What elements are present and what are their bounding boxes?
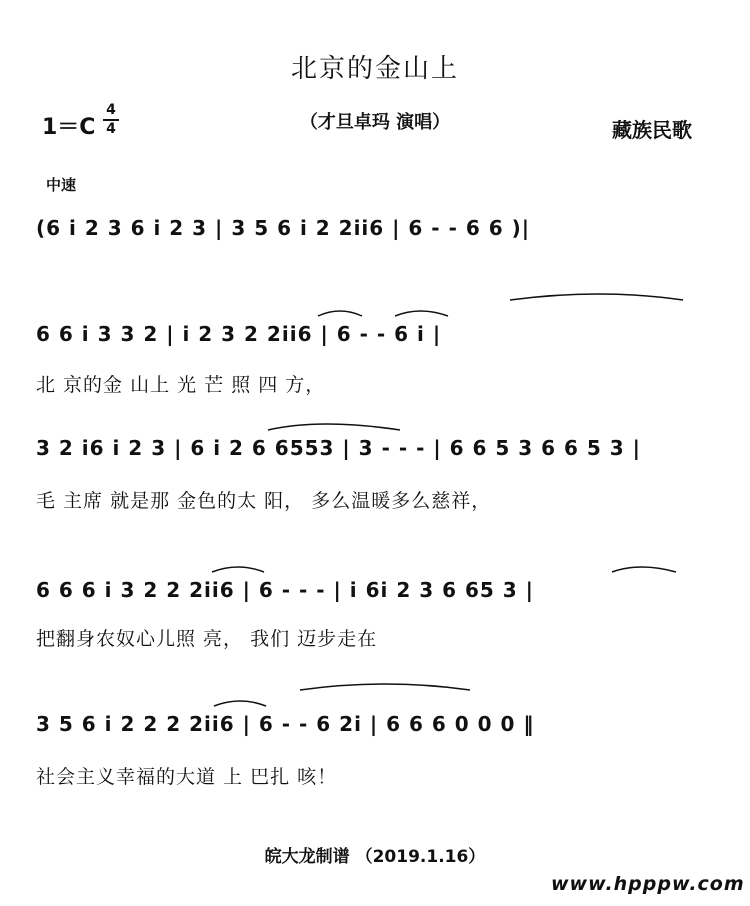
slur-system-3 <box>268 424 400 430</box>
genre: 藏族民歌 <box>612 118 692 142</box>
time-signature-bottom: 4 <box>106 121 116 137</box>
performer: （才旦卓玛 演唱） <box>299 112 451 133</box>
key-signature: 1＝C <box>42 115 96 140</box>
slur-system-2 <box>510 294 683 300</box>
tempo-marking: 中速 <box>46 176 77 194</box>
system-4-notes: 6 6 6 i 3 2 2 2ii6 | 6 - - - | i 6i 2 3 6 65 3 | <box>36 578 534 602</box>
system-5-notes: 3 5 6 i 2 2 2 2ii6 | 6 - - 6 2i | 6 6 6 0 0 0 ‖ <box>36 712 535 736</box>
time-signature-top: 4 <box>106 102 116 118</box>
system-2-notes: 6 6 i 3 3 2 | i 2 3 2 2ii6 | 6 - - 6 i | <box>36 322 442 346</box>
slur-system-4 <box>212 567 264 572</box>
transcriber-credit: 皖大龙制谱 （2019.1.16） <box>264 847 486 867</box>
system-1-notes: (6 i 2 3 6 i 2 3 | 3 5 6 i 2 2ii6 | 6 - - 6 6 )| <box>36 216 531 240</box>
slur-system-2-c <box>395 311 448 316</box>
song-title: 北京的金山上 <box>290 54 459 84</box>
slur-system-5 <box>300 684 470 690</box>
system-2-lyrics: 北 京的金 山上 光 芒 照 四 方， <box>36 374 326 396</box>
slur-system-4-b <box>612 567 676 572</box>
system-3-notes: 3 2 i6 i 2 3 | 6 i 2 6 6553 | 3 - - - | 6 6 5 3 6 6 5 3 | <box>36 436 641 460</box>
slur-system-5-b <box>214 701 266 706</box>
system-5-lyrics: 社会主义幸福的大道 上 巴扎 咳！ <box>36 766 338 788</box>
slur-system-2-b <box>318 311 362 316</box>
system-4-lyrics: 把翻身农奴心儿照 亮， 我们 迈步走在 <box>36 628 378 650</box>
system-3-lyrics: 毛 主席 就是那 金色的太 阳， 多么温暖多么慈祥， <box>36 490 492 512</box>
watermark: www.hpppw.com <box>551 873 745 895</box>
